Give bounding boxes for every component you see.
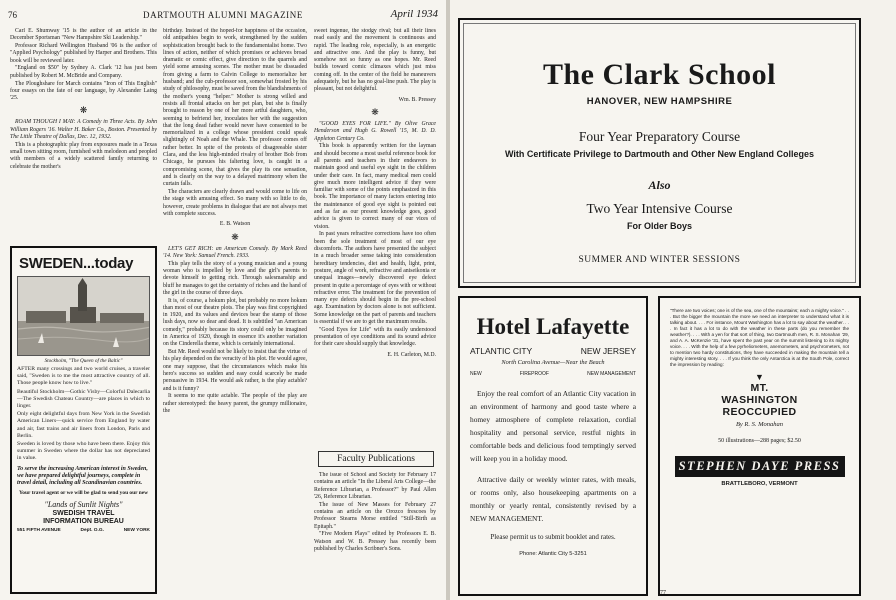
faculty-item-2: The issue of New Masses for February 27 contains an article on the Orozco frescoes by Professor Stearns Morse entitled "Still-Birth as Epitaph." [314, 501, 436, 530]
review-heading-rich: LET'S GET RICH: an American Comedy. By Mark Reed '14. New York: Samuel French. 1933. [163, 245, 307, 259]
issue-date: April 1934 [390, 8, 438, 20]
item-husband: Professor Richard Wellington Husband '06 is the author of "Applied Psychology" published by Harper and Brothers. This book will be reviewed later. [10, 43, 157, 64]
clark-also: Also [648, 178, 671, 192]
sweden-body [17, 366, 150, 463]
sweden-headline: SWEDEN...today [19, 255, 134, 272]
sweden-travel-ad [10, 246, 157, 594]
hotel-near-beach: North Carolina Avenue—Near the Beach [501, 359, 605, 366]
book-title-1: MT. [750, 382, 769, 394]
publisher-name: STEPHEN DAYE PRESS [675, 456, 845, 477]
sweden-p2: Beautiful Stockholm—Gothic Visby—Colorful Dalecarlia—The Swedish Chateau Country—are places in which to linger. [17, 388, 150, 410]
running-head-left [8, 10, 438, 24]
stephen-daye-press-ad [658, 296, 861, 596]
clark-older-boys: For Older Boys [626, 221, 692, 231]
hotel-phone: Phone: Atlantic City 5-3251 [519, 551, 587, 557]
review-rich-p4: It seems to me quite actable. The people of the play are rather stereotyped: the heavy parent, the grumpy millionaire, the [163, 393, 307, 415]
hotel-tag-management: NEW MANAGEMENT [587, 371, 636, 377]
clark-location: HANOVER, NEW HAMPSHIRE [586, 96, 733, 107]
item-ploughshare: The Ploughshare for March contains "Iron of This English" four essays on the fate of our language, by Alexander Laing '25. [10, 80, 157, 102]
hotel-tag-new: NEW [470, 371, 482, 377]
review-roam-conclusion: The characters are clearly drawn and would come to life on the stage with amusing effect. So many with so little to do, however, create problems in dialogue that are not always met with complete success. [163, 189, 307, 217]
bureau-address [17, 528, 150, 533]
signature-watson: E. B. Watson [219, 221, 251, 228]
review-heading-eyes: "GOOD EYES FOR LIFE." By Olive Grace Henderson and Hugh G. Rowell '15, M. D. D. Appleton Century Co. [314, 120, 436, 142]
faculty-publications [314, 472, 436, 594]
sweden-p3: Only eight delightful days from New York in the Swedish American Liners—quick service from England by water and air, fast trains and air liners from London, Paris and Berlin. [17, 411, 150, 439]
address-city: NEW YORK [123, 527, 150, 533]
address-street: 551 FIFTH AVENUE [17, 527, 61, 533]
review-body-roam: This is a photographic play from exposures made in a Texas small town sitting room, furnished with melodeon and peopled with members of a widely scattered family returning to celebrate the mother's [10, 141, 157, 170]
review-rich-p2: It is, of course, a hokum plot, but probably no more hokum than most of our theatre plots. The play was first copyrighted in 1920, and its values and devices bear the stamp of those lush days, now so dear and dead. It is subtitled "an American comedy," probably because its story could only be imagined in America of 1920, though in essence it's another variation on the Cinderella theme, which is certainly international. [163, 297, 307, 348]
review-heading-roam: ROAM THOUGH I MAY: A Comedy in Three Acts. By John William Rogers '16. Walter H. Baker Co., Boston. Presented by The Little Theatre of Dallas, Dec. 12, 1932. [10, 119, 157, 141]
sweden-booklet: "Lands of Sunlit Nights" [44, 499, 123, 509]
hotel-body [470, 387, 636, 525]
item-shumway: Carl E. Shumway '15 is the author of an article in the December Sportsman "New Hampshire Ski Leadership." [10, 28, 157, 42]
book-author: By R. S. Monahan [735, 421, 784, 428]
sweden-agent: Your travel agent or we will be glad to send you our new [18, 490, 149, 497]
page-number-left: 76 [8, 10, 17, 20]
hotel-tag-fireproof: FIREPROOF [519, 371, 549, 377]
bureau-name-1: SWEDISH TRAVEL [52, 509, 115, 517]
clark-inner-border [463, 23, 856, 283]
review-rich-p1: This play tells the story of a young musician and a young woman who is impelled by love and the girl's parents to devote himself to getting rich. Through salesmanship and bluff he manages to get the certainty of riches and the hand of the girl in the course of three days. [163, 260, 307, 296]
signature-carleton: E. H. Carleton, M.D. [387, 351, 436, 358]
clark-sessions: SUMMER AND WINTER SESSIONS [578, 255, 741, 265]
hotel-city: ATLANTIC CITY [470, 346, 533, 356]
sweden-p1: AFTER many crossings and two world cruises, a traveler said, "Sweden is to me the most attractive country of all. Those people know how to live." [17, 366, 150, 387]
clark-course-1: Four Year Preparatory Course [578, 129, 741, 144]
book-details: 50 illustrations—288 pages; $2.50 [718, 438, 801, 444]
sweden-p4: Sweden is loved by those who have been there. Enjoy this summer in Sweden where the dollar has not depreciated in value. [17, 441, 150, 462]
hotel-p2: Attractive daily or weekly winter rates, with meals, or rooms only, also housekeeping apartments on a monthly or yearly rental, consistently revised by a NEW MANAGEMENT. [470, 475, 636, 523]
hotel-p1: Enjoy the real comfort of an Atlantic City vacation in an environment of harmony and good taste where a homey atmosphere of complete relaxation, cordial hospitality and personal service, restful nights in comfortable beds and delicious food temptingly served will keep you in a holiday mood. [470, 389, 636, 463]
hotel-location [470, 346, 636, 356]
right-page [450, 0, 896, 600]
hotel-permit: Please permit us to submit booklet and rates. [490, 533, 616, 541]
hotel-lafayette-ad [458, 296, 648, 596]
hotel-tags [470, 371, 636, 377]
stockholm-photo [17, 276, 150, 356]
clark-certificate: With Certificate Privilege to Dartmouth and Other New England Colleges [505, 149, 814, 159]
review-roam-cont: birthday. Instead of the hoped-for happiness of the occasion, old antipathies begin to work, strengthened by the sudden sophistication brought back to the fundamentalist home. Two lines of action, neither of which promises or achieves broad dramatic or comic effect, give direction to the quarrels and yield some amusing scenes. The mother must be dissuaded from giving a farm to Calvin College to memorialize her husband; and the cub-professor son, somewhat frosted by his study of philosophy, must be saved from the blandishments of the mother's young "helper." Mother is strong willed and resists all frontal attacks on her pet plan, but she is finally brought to reason by one of her more artful daughters, who, seeming to befriend her, inoculates her with the suggestion that the long dead father would never have consented to be memorialized in a college whose president could speak slightingly of Noah and the Whale. The professor comes off rather better. In spite of the protests of disagreeable sister Clara, and the less high-minded rivalry of brother Bob from Chicago, he pursues his faltering love, is caught in a compromising scene, that gives the play its one sensation, and is clearly on the way to a delayed matrimony when the curtain falls. [163, 28, 307, 188]
hotel-state: NEW JERSEY [580, 346, 636, 356]
column-2 [163, 28, 307, 594]
review-rich-cont: sweet ingenue, the stodgy rival; but all their lines read easily and the movement is continuous and rapid. The leading role, especially, is an energetic and attractive one. And the play is funny, but somehow not so funny as one hopes. Mr. Reed builds toward comic climaxes which just miss coming off. In the center of the field he maneuvers adequately, but he has no goal-line push. The play is pleasant, but not delightful. [314, 28, 436, 93]
faculty-item-1: The issue of School and Society for February 17 contains an article "In the Liberal Arts College—the Reference Librarian, a Professor?" by Paul Allen '26, Reference Librarian. [314, 472, 436, 500]
book-title-3: REOCCUPIED [722, 406, 797, 418]
review-eyes-p2: In past years refractive corrections have too often been the sole treatment of most of our eye discomforts. The authors have presented the subject in a much broader sense taking into consideration hereditary tendencies, diet and health, light, print, posture, angle of work, refractive and aniseikonia or unequal images—newly discovered eye defect present in quite a percentage of eyes with or without refractive error. The treatment for the prevention of many eye defects should begin in the pre-school age. Examination by doctors alone is not sufficient. Some knowledge on the part of parents and teachers is essential if we are to get the maximum results. [314, 231, 436, 325]
section-divider-icon: ❋ [79, 105, 88, 116]
faculty-item-3: "Five Modern Plays" edited by Professors E. B. Watson and W. B. Pressey has recently been published by Charles Scribner's Sons. [314, 531, 436, 552]
section-divider-icon: ❋ [231, 231, 239, 242]
arrow-down-icon: ▼ [755, 372, 764, 382]
item-clark: "England on $50" by Sydney A. Clark '12 has just been published by Robert M. McBride and Company. [10, 65, 157, 79]
review-rich-p3: But Mr. Reed would not be likely to insist that the virtue of his play depended on the veracity of his plot. He would agree, one may suppose, that the circumstances which make his hero's success so sudden and easy could scarcely be made persuasive in 1934. He would ask rather, is the play actable? and is it funny? [163, 349, 307, 392]
page-number-right: 77 [660, 590, 666, 596]
magazine-title: DARTMOUTH ALUMNI MAGAZINE [143, 10, 303, 20]
hotel-name: Hotel Lafayette [476, 314, 630, 339]
address-dept: Dept. O.G. [80, 527, 104, 533]
section-divider-icon: ❋ [371, 106, 379, 117]
book-title-2: WASHINGTON [721, 394, 798, 406]
stockholm-city-hall-image [18, 277, 150, 356]
sweden-offer: To serve the increasing American interest in Sweden, we have prepared delightful journeys, complete in travel detail, including all Scandinavian countries. [17, 465, 148, 487]
faculty-publications-heading: Faculty Publications [318, 451, 434, 467]
column-3 [314, 28, 436, 448]
signature-pressey: Wm. B. Pressey [398, 96, 436, 103]
photo-caption: Stockholm, "The Queen of the Baltic" [44, 358, 123, 364]
review-eyes-p3: "Good Eyes for Life" with its easily understood presentation of eye conditions and its sound advice for their care should supply that knowledge. [314, 326, 436, 348]
daye-quote: "There are two voices; one is of the sea, one of the mountains; each a mighty voice." . . . But the bigger the mountain the more we need an interpreter to understand what it is talking about. . . . For instance, Mount Washington has a lot to say about the weather. . . . In fact it has a lot to do with the weather in these parts (do you remember the weather?). . . . With a yen for that sort of thing, two Dartmouth men, R. S. Monahan '29, and A. A. McKenzie '31, have spent the past year on the summit listening to its mighty voice. . . . With the help of a few pyrheliometers, anemometers, and psychrometers, not to mention two hardy constitutions, they have succeeded in making the mountain tell a mighty interesting story. . . . If you think the only Antarctica is at the South Pole, correct the impression by reading: [670, 308, 849, 367]
column-1 [10, 28, 157, 242]
review-eyes-p1: This book is apparently written for the layman and should become a most useful reference book for all parents and teachers in their endeavors to maintain good and useful eye sight in the children under their care. In fact, many medical men could give much more intelligent advice if they were familiar with some of the points emphasized in this book. The importance of many factors entering into the maintenance of good eye sight is pointed out and as far as our present knowledge goes, good advice is given to correct many of our vices of vision. [314, 143, 436, 230]
left-page [0, 0, 446, 600]
publisher-place: BRATTLEBORO, VERMONT [721, 481, 798, 487]
clark-school-ad [458, 18, 861, 288]
clark-course-2: Two Year Intensive Course [586, 201, 733, 216]
clark-school-name: The Clark School [542, 58, 777, 91]
bureau-name-2: INFORMATION BUREAU [43, 517, 124, 525]
